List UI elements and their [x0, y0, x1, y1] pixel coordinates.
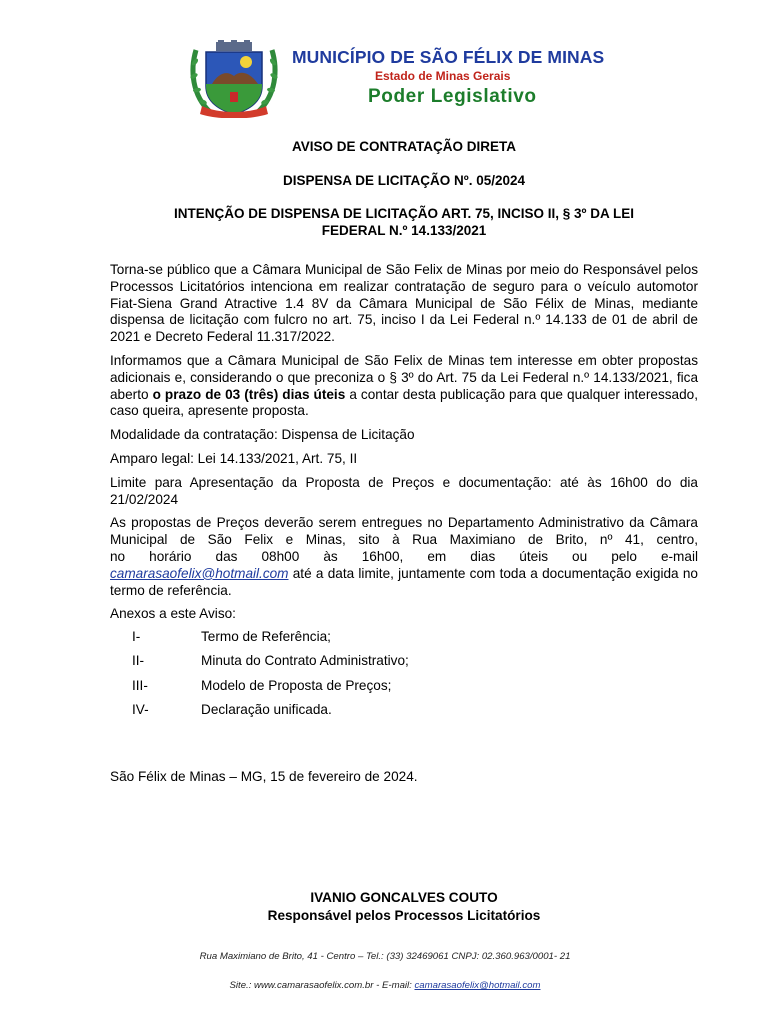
intention-line-2: FEDERAL N.º 14.133/2021 — [321, 223, 487, 238]
notice-body — [110, 262, 698, 726]
list-item — [110, 678, 698, 695]
annex-number: II- — [132, 653, 145, 669]
footer-address: Rua Maximiano de Brito, 41 - Centro – Tel.: (33) 32469061 CNPJ: 02.360.963/0001- 21 — [199, 951, 571, 962]
proposals-paragraph — [110, 353, 698, 420]
list-item — [110, 629, 698, 646]
annex-list — [110, 629, 698, 719]
annex-label: Declaração unificada. — [201, 702, 332, 718]
annex-number: III- — [132, 677, 148, 693]
list-item — [110, 653, 698, 670]
delivery-text-b: no horário das 08h00 às 16h00, em dias úteis ou pelo e-mail — [110, 548, 698, 564]
dispensa-number: DISPENSA DE LICITAÇÃO Nº. 05/2024 — [283, 173, 525, 188]
proposals-text-a: Informamos que a Câmara Municipal de São Felix de Minas tem interesse em obter propostas adicionais e, considerando o que preconiza o § 3º do Art. 75 da Lei Federal n.º 14.133/2021, fica aberto — [110, 352, 698, 402]
email-link[interactable]: camarasaofelix@hotmail.com — [110, 565, 289, 581]
state-subtitle: Estado de Minas Gerais — [375, 69, 511, 83]
municipality-title: MUNICÍPIO DE SÃO FÉLIX DE MINAS — [292, 47, 605, 67]
list-item — [110, 702, 698, 719]
annex-label: Termo de Referência; — [201, 629, 331, 645]
footer-site-text: Site.: www.camarasaofelix.com.br - E-mail: — [229, 980, 415, 991]
annex-label: Modelo de Proposta de Preços; — [201, 677, 392, 693]
place-date-line: São Félix de Minas – MG, 15 de fevereiro de 2024. — [110, 769, 418, 784]
amparo-line: Amparo legal: Lei 14.133/2021, Art. 75, II — [110, 450, 358, 466]
delivery-text-c-line — [110, 566, 698, 600]
branch-title: Poder Legislativo — [368, 86, 537, 107]
signatory-name: IVANIO GONCALVES COUTO — [310, 890, 498, 905]
deadline-emphasis: o prazo de 03 (três) dias úteis — [152, 386, 346, 402]
intention-line-1: INTENÇÃO DE DISPENSA DE LICITAÇÃO ART. 75, INCISO II, § 3º DA LEI — [174, 206, 634, 221]
signatory-role: Responsável pelos Processos Licitatórios — [267, 908, 541, 923]
annex-number: I- — [132, 629, 141, 645]
footer-email-link[interactable]: camarasaofelix@hotmail.com — [414, 980, 541, 991]
intro-paragraph: Torna-se público que a Câmara Municipal de São Felix de Minas por meio do Responsável pelos Processos Licitatórios intenciona em realizar contratação de seguro para o veículo automotor Fiat-Siena Grand Atractive 1.4 8V da Câmara Municipal de São Félix de Minas, mediante dispensa de licitação com fulcro no art. 75, inciso I da Lei Federal n.º 14.133 de 01 de abril de 2021 e Decreto Federal 11.317/2022. — [110, 262, 698, 345]
annex-number: IV- — [132, 702, 149, 718]
intention-heading — [110, 205, 698, 239]
delivery-text-a: As propostas de Preços deverão serem entregues no Departamento Administrativo da Câmara Municipal de São Felix e Minas, sito à Rua Maximiano de Brito, nº 41, centro, — [110, 515, 698, 548]
limite-line: Limite para Apresentação da Proposta de Preços e documentação: até às 16h00 do dia 21/02/2024 — [110, 474, 698, 507]
notice-title: AVISO DE CONTRATAÇÃO DIRETA — [292, 139, 516, 154]
annex-label: Minuta do Contrato Administrativo; — [201, 653, 409, 669]
footer-contact — [0, 980, 770, 991]
annex-intro: Anexos a este Aviso: — [110, 606, 236, 622]
delivery-text-c: até a data limite, juntamente com toda a documentação exigida no termo de referência. — [110, 565, 698, 598]
modalidade-line: Modalidade da contratação: Dispensa de Licitação — [110, 427, 415, 443]
proposals-text-b: a contar desta publicação para que qualquer interessado, caso queira, apresente proposta. — [110, 386, 699, 419]
municipal-coat-of-arms-icon — [188, 40, 280, 118]
delivery-paragraph — [110, 515, 698, 599]
